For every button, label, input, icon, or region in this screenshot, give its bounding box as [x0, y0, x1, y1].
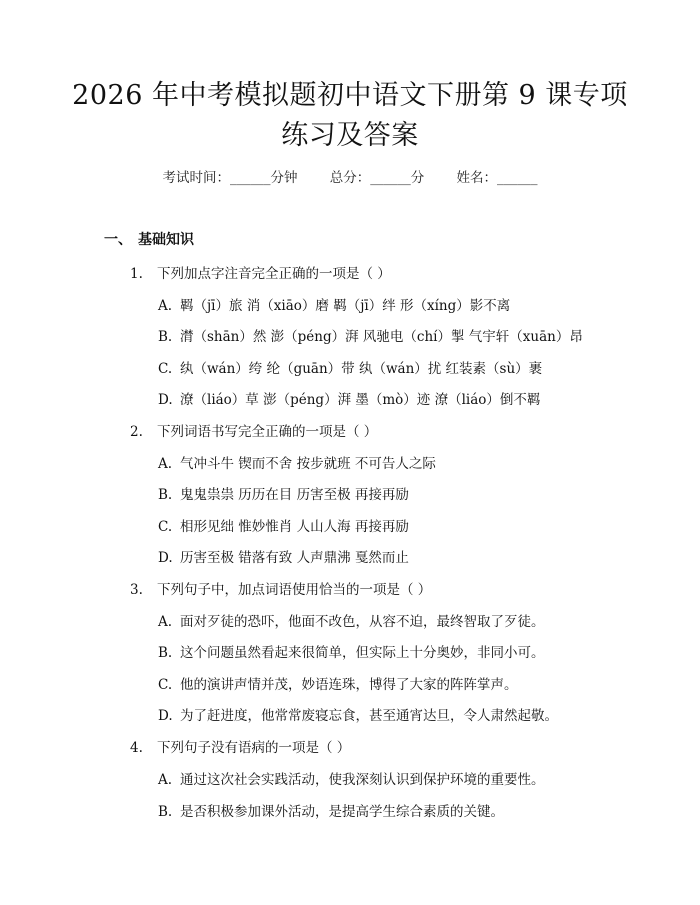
question-3	[130, 578, 431, 598]
question-stem: 下列句子中，加点词语使用恰当的一项是（ ）	[157, 582, 432, 598]
section-number: 一、	[104, 232, 132, 248]
option-text: 相形见绌 惟妙惟肖 人山人海 再接再励	[180, 519, 409, 535]
option-text: 他的演讲声情并茂，妙语连珠，博得了大家的阵阵掌声。	[180, 677, 518, 693]
option-letter: B.	[158, 487, 173, 503]
exam-score: 总分：______分	[329, 170, 425, 186]
option-text: 纨（wán）绔 纶（guān）带 纨（wán）扰 红装素（sù）裹	[180, 361, 543, 377]
option-text: 通过这次社会实践活动，使我深刻认识到保护环境的重要性。	[180, 772, 545, 788]
option-text: 历害至极 错落有致 人声鼎沸 戛然而止	[180, 550, 409, 566]
q1-option-d	[158, 388, 540, 408]
q1-option-a	[158, 294, 510, 314]
option-text: 潸（shān）然 澎（péng）湃 风驰电（chí）掣 气宇轩（xuān）昂	[180, 329, 583, 345]
student-name: 姓名：______	[456, 170, 538, 186]
option-letter: A.	[158, 614, 173, 630]
q2-option-b	[158, 483, 409, 503]
exam-time: 考试时间：______分钟	[162, 170, 298, 186]
option-text: 羁（jī）旅 消（xiāo）磨 羁（jī）绊 形（xíng）影不离	[180, 298, 511, 314]
section-title: 基础知识	[138, 232, 194, 248]
option-letter: A.	[158, 456, 173, 472]
option-letter: A.	[158, 772, 173, 788]
option-letter: D.	[158, 708, 173, 724]
option-letter: D.	[158, 550, 173, 566]
option-letter: C.	[158, 361, 173, 377]
question-stem: 下列句子没有语病的一项是（ ）	[157, 740, 351, 756]
title-line-2: 练习及答案	[281, 120, 419, 151]
option-letter: D.	[158, 392, 173, 408]
option-letter: B.	[158, 645, 173, 661]
q1-option-b	[158, 325, 583, 345]
section-heading	[104, 229, 194, 249]
q2-option-a	[158, 452, 436, 472]
question-stem: 下列加点字注音完全正确的一项是（ ）	[157, 266, 391, 282]
option-letter: B.	[158, 804, 173, 820]
q3-option-a	[158, 610, 545, 630]
option-text: 是否积极参加课外活动，是提高学生综合素质的关键。	[180, 804, 504, 820]
q3-option-b	[158, 641, 545, 661]
option-text: 面对歹徒的恐吓，他面不改色，从容不迫，最终智取了歹徒。	[180, 614, 545, 630]
option-letter: A.	[158, 298, 173, 314]
q4-option-a	[158, 768, 545, 788]
option-text: 潦（liáo）草 澎（péng）湃 墨（mò）迹 潦（liáo）倒不羁	[180, 392, 541, 408]
question-4	[130, 736, 350, 756]
question-stem: 下列词语书写完全正确的一项是（ ）	[157, 424, 378, 440]
q1-option-c	[158, 357, 542, 377]
question-1	[130, 262, 391, 282]
option-text: 为了赶进度，他常常废寝忘食，甚至通宵达旦，令人肃然起敬。	[180, 708, 558, 724]
question-number: 3.	[130, 582, 143, 598]
option-text: 气冲斗牛 锲而不舍 按步就班 不可告人之际	[180, 456, 436, 472]
document-title	[60, 76, 640, 156]
question-number: 4.	[130, 740, 143, 756]
question-number: 1.	[130, 266, 143, 282]
option-text: 这个问题虽然看起来很简单，但实际上十分奥妙，非同小可。	[180, 645, 545, 661]
option-letter: C.	[158, 519, 173, 535]
option-letter: B.	[158, 329, 173, 345]
q2-option-c	[158, 515, 409, 535]
q3-option-d	[158, 704, 558, 724]
exam-meta	[0, 166, 700, 186]
question-2	[130, 420, 377, 440]
q2-option-d	[158, 546, 409, 566]
q4-option-b	[158, 800, 504, 820]
q3-option-c	[158, 673, 518, 693]
title-line-1: 2026 年中考模拟题初中语文下册第 9 课专项	[72, 80, 628, 111]
option-letter: C.	[158, 677, 173, 693]
question-number: 2.	[130, 424, 143, 440]
option-text: 鬼鬼祟祟 历历在目 历害至极 再接再励	[180, 487, 409, 503]
